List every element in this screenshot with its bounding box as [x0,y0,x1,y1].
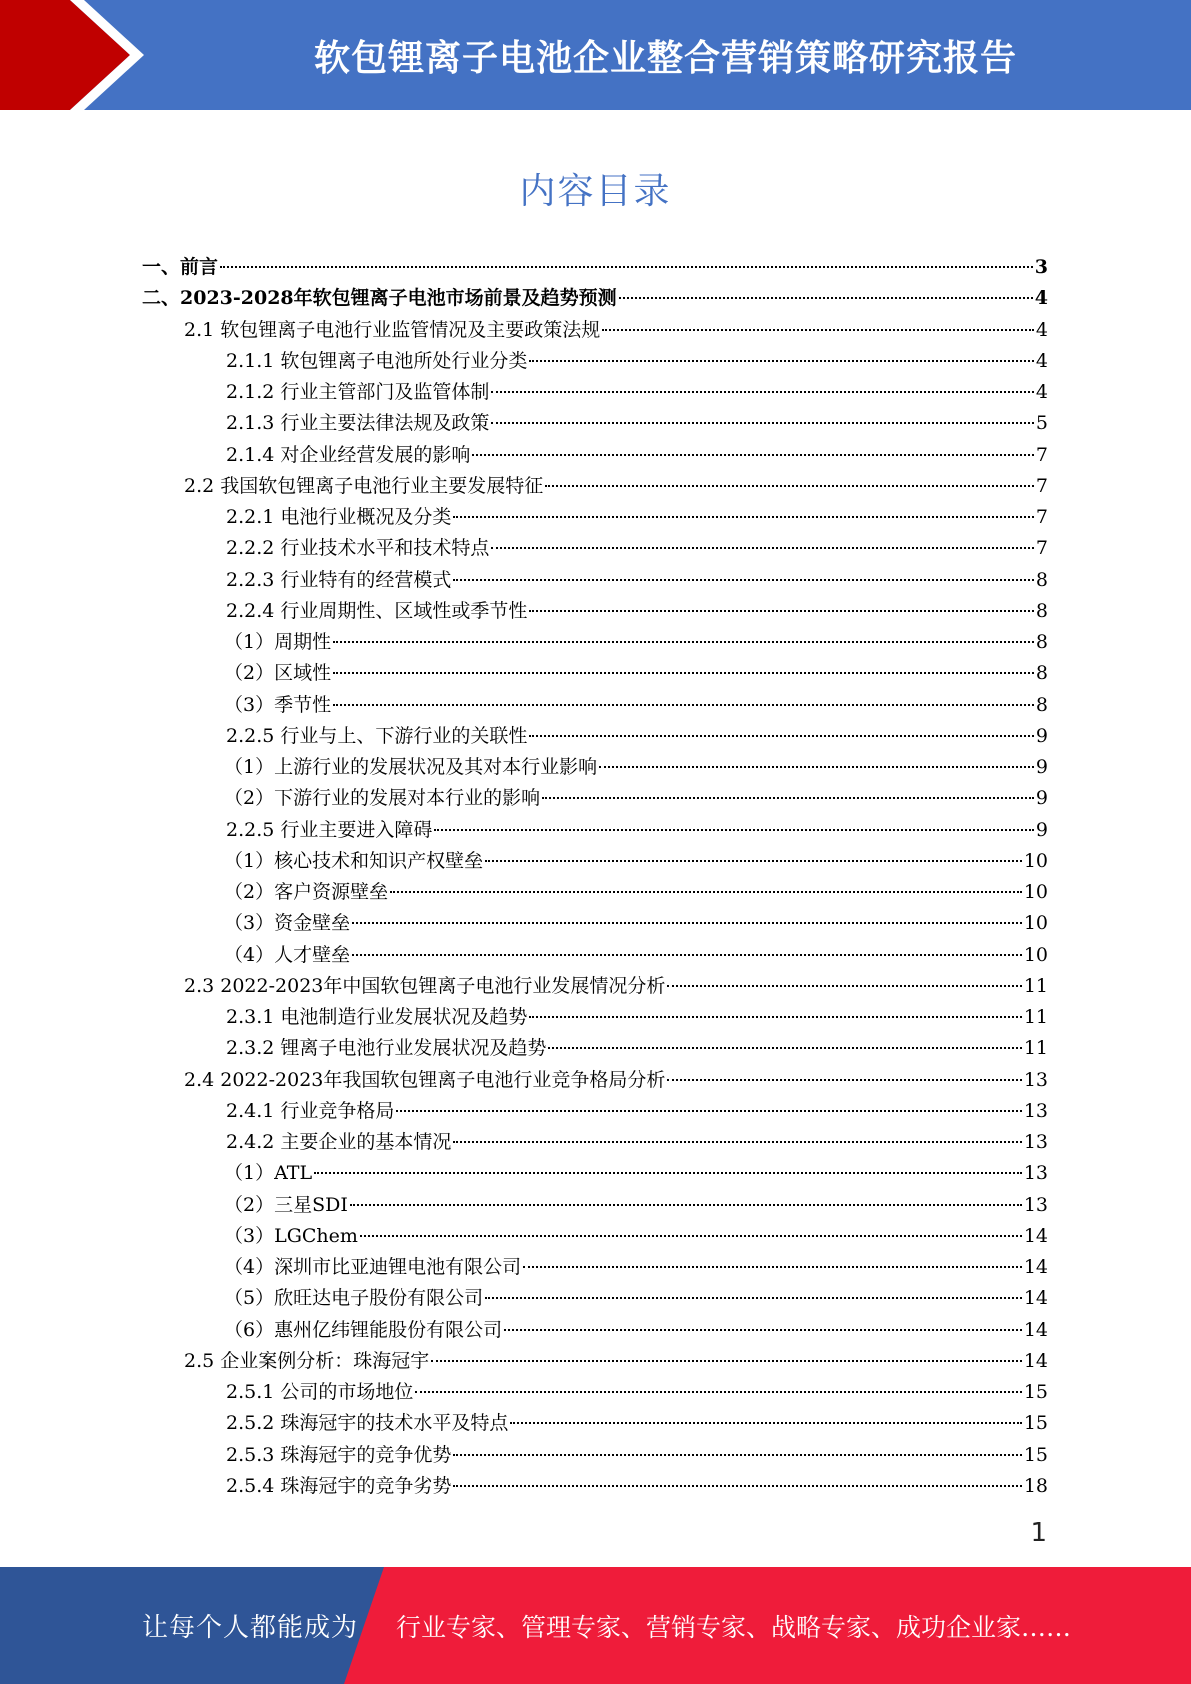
toc-entry-label: 2.1.2 行业主管部门及监管体制 [226,381,490,403]
toc-dot-leader [491,422,1034,424]
toc-dot-leader [529,610,1034,612]
toc-dot-leader [599,766,1034,768]
toc-entry[interactable] [142,1346,1048,1377]
toc-entry[interactable] [142,1033,1048,1064]
toc-entry-page: 4 [1034,287,1048,310]
toc-entry[interactable] [142,846,1048,877]
toc-entry-label: 2.1.4 对企业经营发展的影响 [226,443,471,466]
toc-entry-label: 2.1.1 软包锂离子电池所处行业分类 [226,349,528,372]
toc-entry-label: （2）客户资源壁垒 [224,881,389,903]
toc-entry-page: 15 [1023,1412,1048,1435]
toc-dot-leader [523,1266,1022,1268]
footer-slogan-right: 行业专家、管理专家、营销专家、战略专家、成功企业家…… [396,1612,1072,1642]
toc-dot-leader [396,1110,1021,1112]
toc-entry-label: （4）深圳市比亚迪锂电池有限公司 [224,1256,522,1278]
toc-entry[interactable] [142,1252,1048,1283]
toc-entry-label: （1）核心技术和知识产权壁垒 [224,849,484,872]
toc-entry-page: 9 [1035,724,1048,747]
toc-entry-page: 15 [1023,1381,1048,1403]
toc-entry-label: 2.3.2 锂离子电池行业发展状况及趋势 [226,1037,547,1060]
page-number: 1 [1030,1518,1047,1548]
toc-entry[interactable] [142,658,1048,689]
toc-entry-page: 9 [1035,756,1048,778]
toc-entry[interactable] [142,1158,1048,1189]
toc-entry-label: 2.5.2 珠海冠宇的技术水平及特点 [226,1412,509,1435]
toc-entry-label: 2.1.3 行业主要法律法规及政策 [226,412,490,435]
toc-dot-leader [667,985,1021,987]
toc-entry[interactable] [142,283,1048,314]
toc-entry-page: 4 [1035,318,1048,341]
toc-entry-label: （4）人才壁垒 [224,943,351,966]
toc-entry[interactable] [142,440,1048,471]
toc-entry-page: 10 [1023,943,1048,966]
toc-entry[interactable] [142,1096,1048,1127]
toc-entry-page: 8 [1035,693,1048,716]
toc-dot-leader [333,704,1034,706]
toc-entry-label: （1）ATL [224,1162,313,1185]
toc-entry[interactable] [142,752,1048,783]
toc-entry[interactable] [142,533,1048,564]
toc-entry-page: 13 [1023,1068,1048,1091]
toc-dot-leader [485,1297,1022,1299]
toc-dot-leader [360,1235,1022,1237]
toc-entry[interactable] [142,315,1048,346]
toc-entry-page: 7 [1035,537,1048,560]
toc-entry-page: 13 [1023,1099,1048,1122]
toc-entry-label: 二、2023-2028年软包锂离子电池市场前景及趋势预测 [142,287,617,310]
toc-dot-leader [548,1047,1021,1049]
toc-entry[interactable] [142,346,1048,377]
toc-dot-leader [352,954,1022,956]
report-title: 软包锂离子电池企业整合营销策略研究报告 [313,37,1017,79]
toc-entry-label: 2.5.4 珠海冠宇的竞争劣势 [226,1474,452,1497]
footer-slogan-left: 让每个人都能成为 [142,1613,359,1643]
toc-dot-leader [510,1422,1021,1424]
toc-entry-page: 5 [1035,412,1048,435]
toc-entry-page: 14 [1023,1349,1048,1372]
toc-entry[interactable] [142,783,1048,814]
toc-entry-page: 13 [1023,1162,1048,1185]
toc-entry-label: 2.2.4 行业周期性、区域性或季节性 [226,599,528,622]
toc-entry-label: （2）下游行业的发展对本行业的影响 [224,787,541,810]
toc-entry-page: 7 [1035,506,1048,528]
footer-band [0,1567,1191,1684]
toc-entry-page: 14 [1023,1224,1048,1247]
toc-entry-label: 一、前言 [142,256,219,278]
toc-entry-page: 14 [1023,1256,1048,1278]
toc-entry[interactable] [142,908,1048,939]
toc-dot-leader [529,1016,1021,1018]
toc-entry-label: （1）周期性 [224,631,332,653]
toc-entry-label: 2.5.1 公司的市场地位 [226,1381,414,1403]
toc-entry-label: 2.2.1 电池行业概况及分类 [226,506,452,528]
toc-entry[interactable] [142,815,1048,846]
toc-dot-leader [529,735,1034,737]
toc-entry-label: 2.2.5 行业与上、下游行业的关联性 [226,724,528,747]
toc-dot-leader [350,1204,1022,1206]
toc-dot-leader [453,1485,1021,1487]
toc-entry-page: 18 [1023,1474,1048,1497]
toc-entry[interactable] [142,252,1048,283]
toc-entry[interactable] [142,471,1048,502]
toc-entry[interactable] [142,502,1048,533]
toc-dot-leader [352,922,1022,924]
toc-entry-label: 2.2.3 行业特有的经营模式 [226,568,452,591]
toc-entry[interactable] [142,1221,1048,1252]
toc-entry-label: 2.5.3 珠海冠宇的竞争优势 [226,1443,452,1466]
toc-entry[interactable] [142,1127,1048,1158]
toc-entry-page: 8 [1035,599,1048,622]
toc-dot-leader [472,454,1034,456]
toc-dot-leader [415,1391,1021,1393]
toc-dot-leader [491,391,1034,393]
toc-entry-page: 9 [1035,787,1048,810]
toc-entry[interactable] [142,1315,1048,1346]
toc-entry[interactable] [142,596,1048,627]
toc-entry-page: 14 [1023,1287,1048,1310]
toc-entry-label: 2.4.2 主要企业的基本情况 [226,1131,452,1153]
toc-entry-label: （1）上游行业的发展状况及其对本行业影响 [224,756,598,778]
toc-entry-page: 4 [1035,381,1048,403]
toc-entry-page: 7 [1035,443,1048,466]
toc-dot-leader [453,579,1034,581]
toc-dot-leader [542,797,1034,799]
toc-entry[interactable] [142,1002,1048,1033]
toc-entry[interactable] [142,940,1048,971]
toc-entry-label: 2.3.1 电池制造行业发展状况及趋势 [226,1006,528,1028]
toc-entry-page: 13 [1023,1193,1048,1216]
toc-dot-leader [504,1329,1022,1331]
toc-entry-label: 2.2 我国软包锂离子电池行业主要发展特征 [184,474,544,497]
toc-dot-leader [333,641,1034,643]
toc-dot-leader [529,360,1034,362]
toc-entry-page: 8 [1035,631,1048,653]
toc-entry-label: （2）区域性 [224,662,332,685]
toc-entry[interactable] [142,721,1048,752]
toc-dot-leader [602,329,1034,331]
toc-entry[interactable] [142,971,1048,1002]
header-band [0,0,1191,110]
toc-entry[interactable] [142,690,1048,721]
toc-entry[interactable] [142,565,1048,596]
toc-entry-page: 10 [1023,881,1048,903]
toc-dot-leader [390,891,1022,893]
toc-entry[interactable] [142,377,1048,408]
toc-entry-label: 2.2.2 行业技术水平和技术特点 [226,537,490,560]
toc-entry-page: 14 [1023,1318,1048,1341]
toc-entry-page: 10 [1023,912,1048,935]
toc-entry[interactable] [142,877,1048,908]
toc-entry-page: 3 [1034,256,1048,278]
toc-entry-label: （3）季节性 [224,693,332,716]
toc-entry[interactable] [142,408,1048,439]
toc-dot-leader [333,672,1034,674]
toc-dot-leader [220,266,1033,268]
toc-entry-page: 13 [1023,1131,1048,1153]
toc-entry-page: 9 [1035,818,1048,841]
toc-entry-page: 11 [1023,974,1048,997]
toc-dot-leader [434,829,1034,831]
table-of-contents [142,252,1048,1502]
toc-entry-label: 2.4.1 行业竞争格局 [226,1099,395,1122]
toc-dot-leader [545,485,1034,487]
toc-entry-label: 2.2.5 行业主要进入障碍 [226,818,433,841]
toc-entry-label: （2）三星SDI [224,1193,348,1216]
toc-dot-leader [619,297,1033,299]
toc-dot-leader [453,1454,1021,1456]
toc-entry-page: 8 [1035,662,1048,685]
toc-entry-page: 11 [1023,1006,1048,1028]
toc-entry-page: 8 [1035,568,1048,591]
toc-entry-label: （6）惠州亿纬锂能股份有限公司 [224,1318,503,1341]
toc-entry-label: （3）LGChem [224,1224,358,1247]
toc-entry[interactable] [142,1283,1048,1314]
toc-entry-label: 2.4 2022-2023年我国软包锂离子电池行业竞争格局分析 [184,1068,666,1091]
toc-entry-label: （3）资金壁垒 [224,912,351,935]
toc-dot-leader [453,516,1034,518]
toc-entry-page: 10 [1023,849,1048,872]
toc-entry[interactable] [142,1440,1048,1471]
toc-entry-page: 4 [1035,349,1048,372]
toc-dot-leader [431,1360,1022,1362]
toc-entry[interactable] [142,1190,1048,1221]
toc-entry[interactable] [142,1065,1048,1096]
toc-entry-label: 2.3 2022-2023年中国软包锂离子电池行业发展情况分析 [184,974,666,997]
toc-entry-page: 11 [1023,1037,1048,1060]
toc-entry[interactable] [142,1377,1048,1408]
toc-entry[interactable] [142,1471,1048,1502]
toc-dot-leader [453,1141,1021,1143]
toc-entry[interactable] [142,1408,1048,1439]
toc-dot-leader [667,1079,1021,1081]
toc-entry-label: 2.5 企业案例分析：珠海冠宇 [184,1349,430,1372]
toc-entry-page: 7 [1035,474,1048,497]
toc-entry-page: 15 [1023,1443,1048,1466]
toc-dot-leader [485,860,1022,862]
toc-heading: 内容目录 [519,171,672,212]
toc-dot-leader [314,1172,1022,1174]
toc-entry-label: （5）欣旺达电子股份有限公司 [224,1287,484,1310]
toc-entry[interactable] [142,627,1048,658]
toc-dot-leader [491,547,1034,549]
toc-entry-label: 2.1 软包锂离子电池行业监管情况及主要政策法规 [184,318,601,341]
